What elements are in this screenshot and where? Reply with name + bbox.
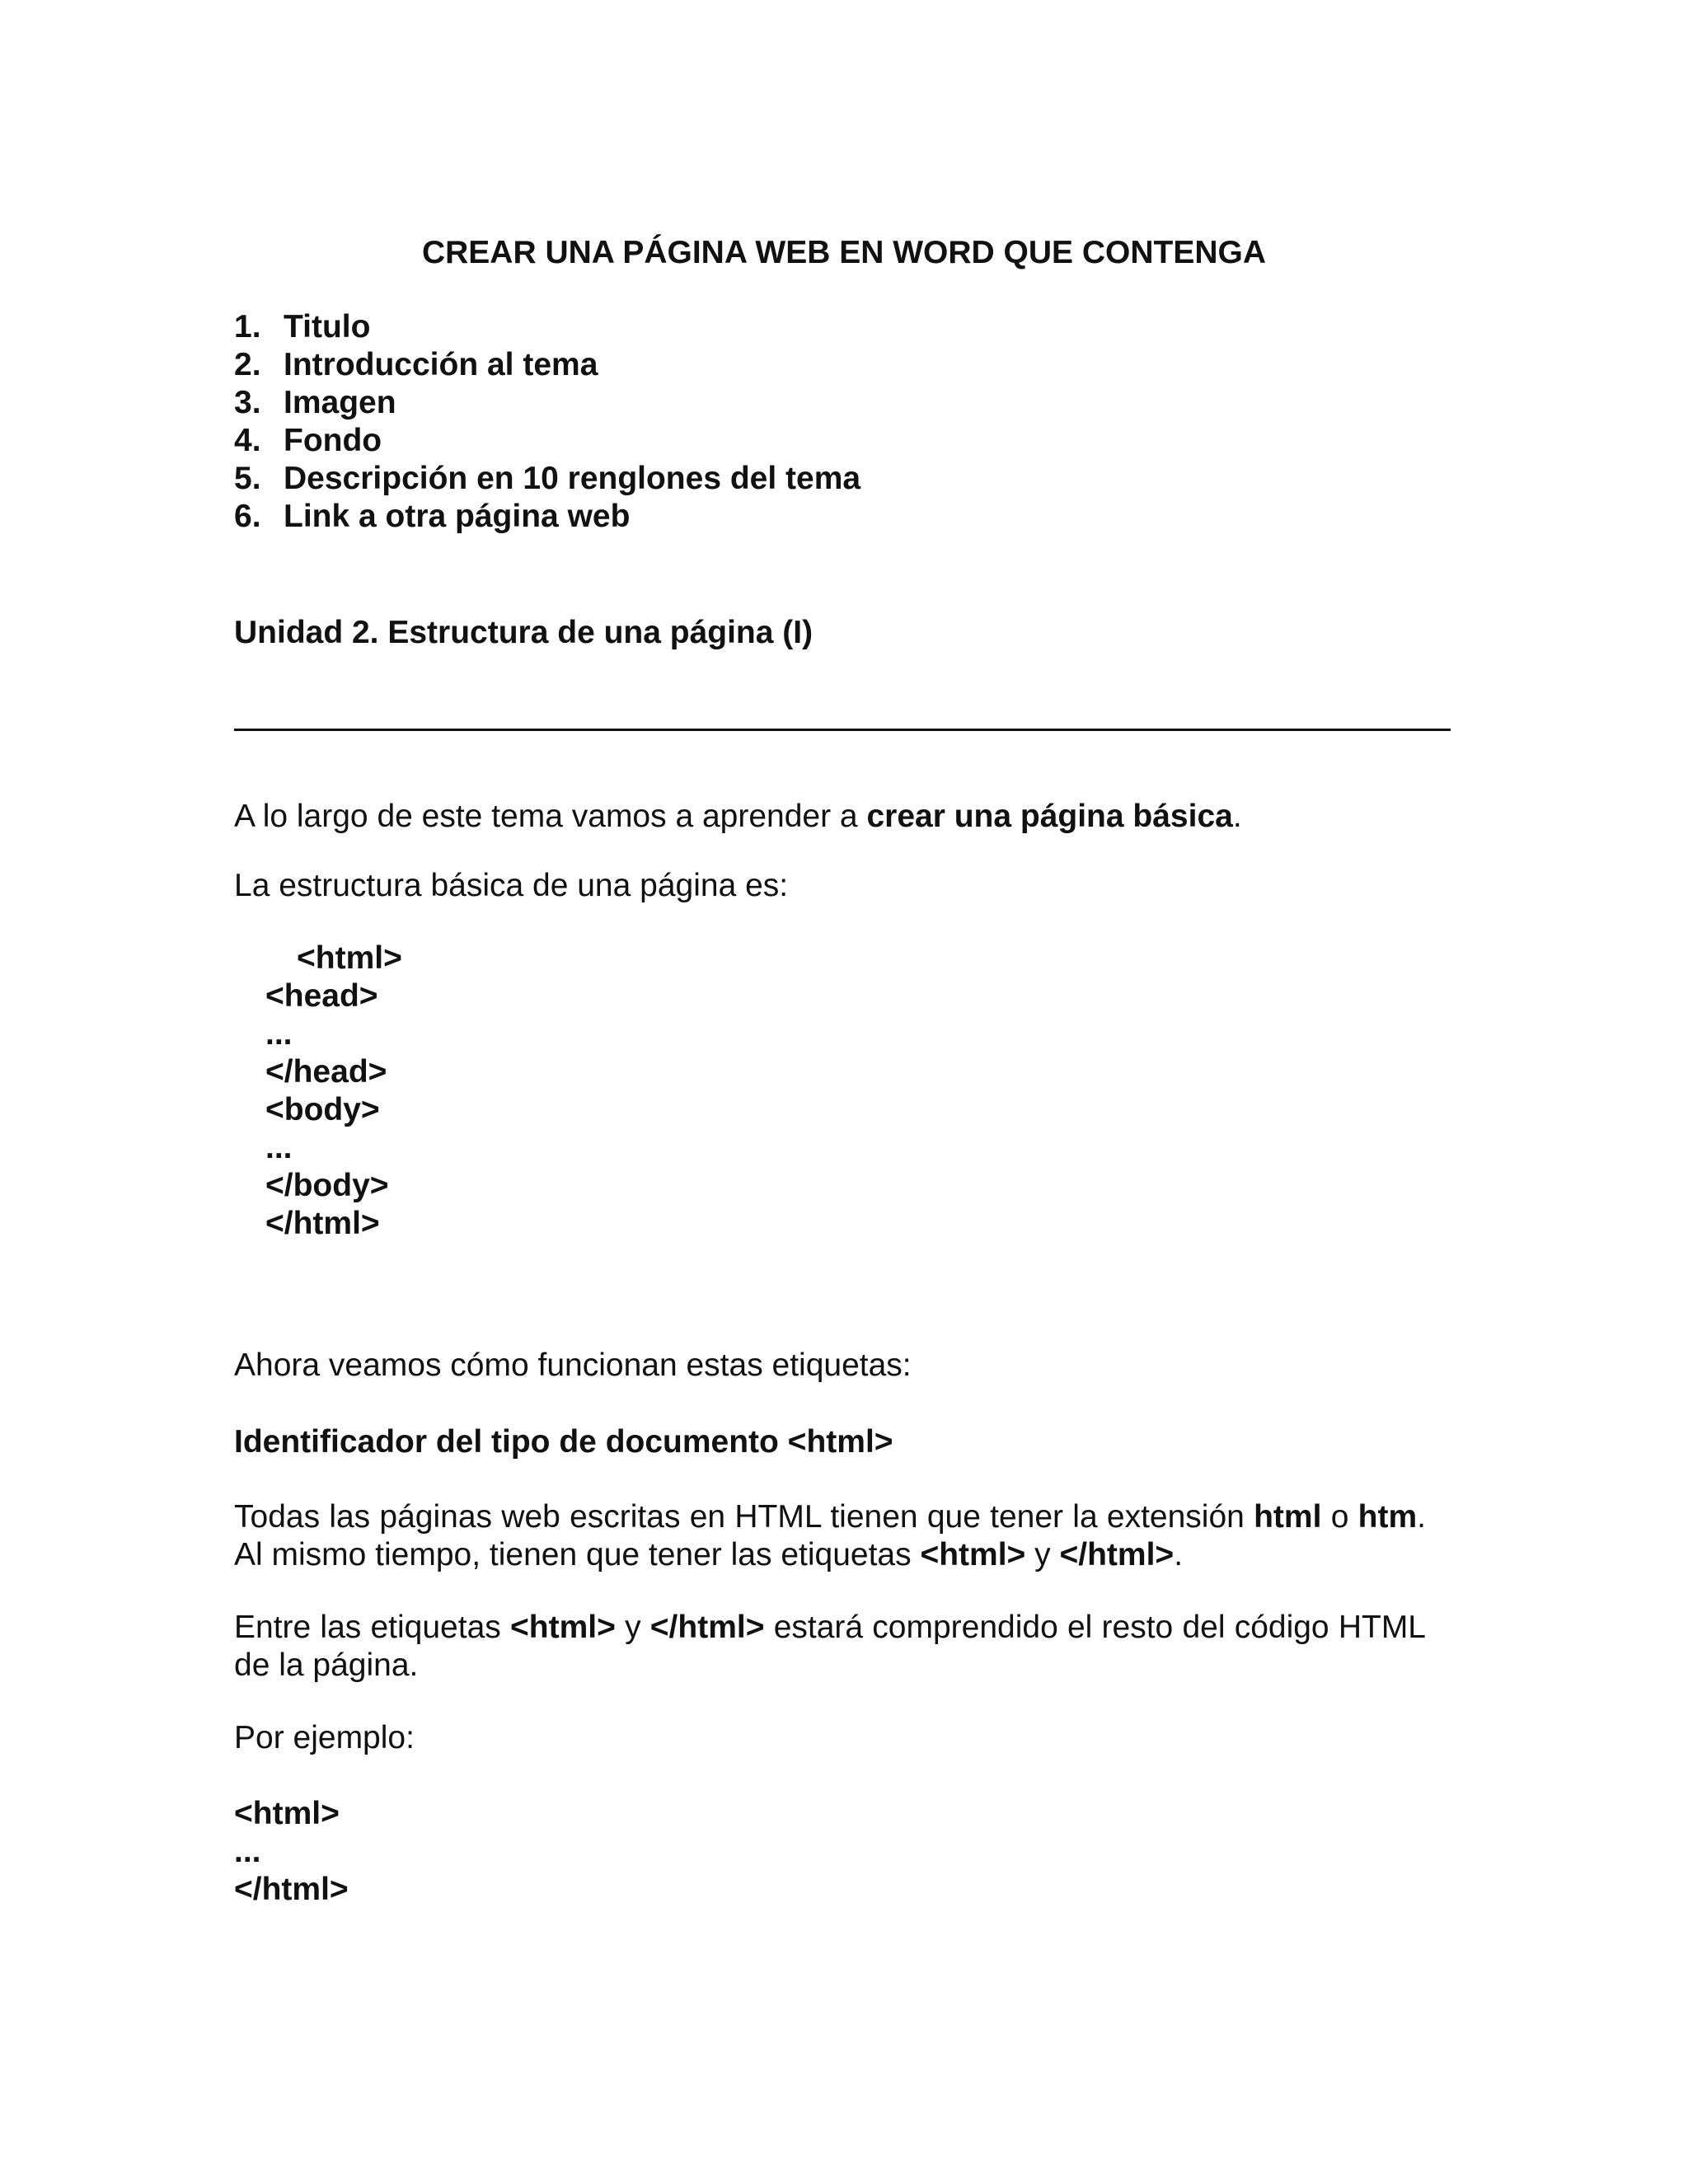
list-item-number: 2. xyxy=(234,347,261,382)
list-item xyxy=(234,308,860,346)
list-item-number: 5. xyxy=(234,461,261,496)
list-item xyxy=(234,422,860,460)
code-line: </html> xyxy=(234,1872,349,1907)
code-line: </body> xyxy=(265,1168,389,1203)
list-item-text: Link a otra página web xyxy=(284,499,631,534)
list-item-number: 1. xyxy=(234,309,261,344)
todas-paragraph xyxy=(234,1498,1426,1574)
todas-bold-1: html xyxy=(1254,1499,1322,1535)
structure-code-block xyxy=(265,940,402,1243)
entre-text-2: y xyxy=(615,1610,650,1645)
code-line: </html> xyxy=(265,1206,380,1241)
ejemplo-paragraph: Por ejemplo: xyxy=(234,1720,415,1755)
todas-bold-4: </html> xyxy=(1059,1537,1175,1572)
list-item-text: Introducción al tema xyxy=(284,347,598,382)
intro-end: . xyxy=(1232,799,1242,834)
entre-text-3: estará comprendido el resto del código HTML de la página. xyxy=(234,1610,1426,1683)
entre-bold-2: </html> xyxy=(649,1610,765,1645)
code-line: <html> xyxy=(297,940,402,976)
todas-text-1: Todas las páginas web escritas en HTML tienen que tener la extensión xyxy=(234,1499,1254,1535)
task-list xyxy=(234,308,860,536)
list-item-text: Descripción en 10 renglones del tema xyxy=(284,461,861,496)
todas-bold-3: <html> xyxy=(920,1537,1026,1572)
code-line: ... xyxy=(265,1130,293,1165)
list-item-text: Titulo xyxy=(284,309,371,344)
code-line: <head> xyxy=(265,978,378,1014)
entre-bold-1: <html> xyxy=(509,1610,616,1645)
intro-paragraph xyxy=(234,798,1242,836)
todas-bold-2: htm xyxy=(1357,1499,1418,1535)
code-line: </head> xyxy=(265,1054,387,1090)
todas-text-3: . Al mismo tiempo, tienen que tener las etiquetas xyxy=(234,1499,1426,1572)
ahora-paragraph: Ahora veamos cómo funcionan estas etiquetas: xyxy=(234,1347,912,1383)
list-item xyxy=(234,498,860,536)
code-line: ... xyxy=(265,1016,293,1052)
horizontal-rule xyxy=(234,729,1451,731)
example-code-block xyxy=(234,1795,349,1909)
todas-text-4: y xyxy=(1025,1537,1060,1572)
list-item-text: Imagen xyxy=(284,385,396,420)
code-line: <body> xyxy=(265,1092,380,1127)
list-item xyxy=(234,384,860,422)
list-item-text: Fondo xyxy=(284,423,382,458)
code-line: ... xyxy=(234,1834,261,1869)
document-title: CREAR UNA PÁGINA WEB EN WORD QUE CONTENGA xyxy=(421,235,1267,270)
intro-bold-text: crear una página básica xyxy=(866,799,1233,834)
list-item-number: 4. xyxy=(234,423,261,458)
list-item-number: 3. xyxy=(234,385,261,420)
intro-text: A lo largo de este tema vamos a aprender a xyxy=(234,799,867,834)
code-line: <html> xyxy=(234,1796,340,1831)
todas-text-5: . xyxy=(1174,1537,1184,1572)
entre-text-1: Entre las etiquetas xyxy=(234,1610,510,1645)
list-item xyxy=(234,346,860,384)
section-subheading: Identificador del tipo de documento <html> xyxy=(234,1424,893,1460)
todas-text-2: o xyxy=(1321,1499,1358,1535)
list-item-number: 6. xyxy=(234,499,261,534)
unit-heading: Unidad 2. Estructura de una página (I) xyxy=(234,615,814,650)
entre-paragraph xyxy=(234,1609,1426,1685)
structure-intro-paragraph: La estructura básica de una página es: xyxy=(234,868,789,903)
list-item xyxy=(234,460,860,498)
